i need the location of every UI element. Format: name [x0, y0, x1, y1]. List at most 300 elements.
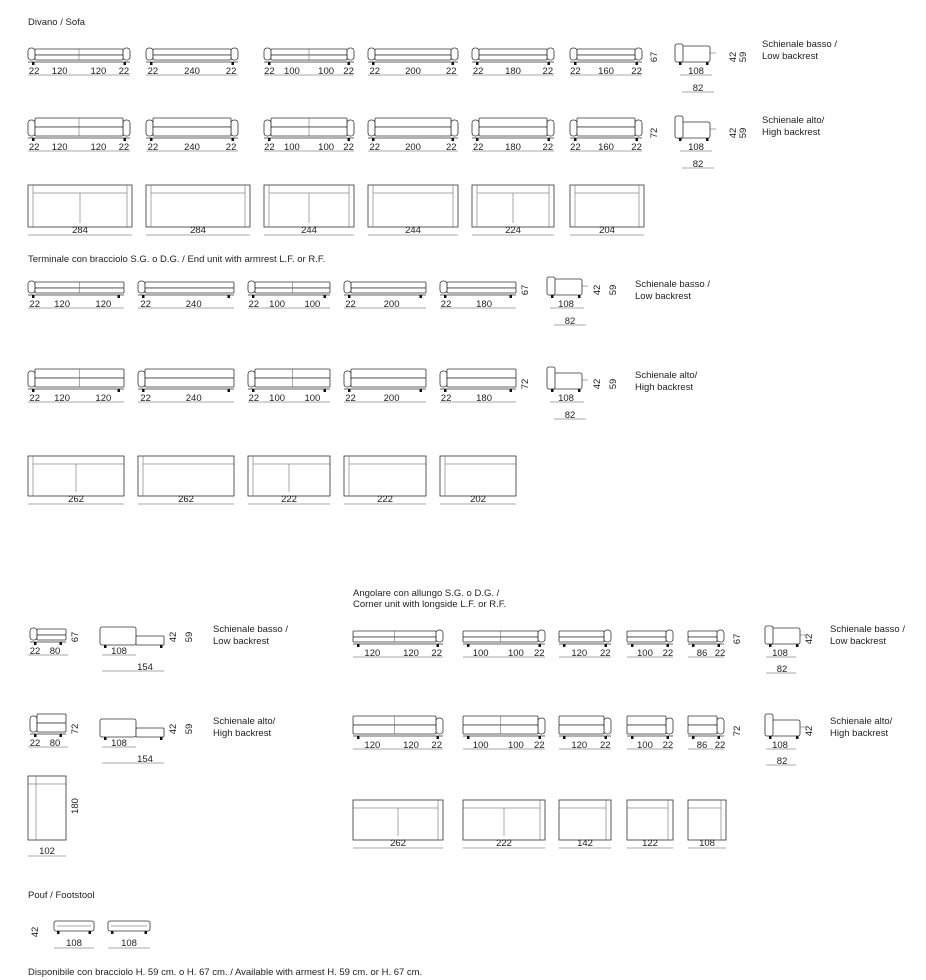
dimension-label: 22: [445, 142, 457, 153]
dimension-label: 22: [445, 66, 457, 77]
end-unit-plan: [440, 456, 516, 496]
plan-width-label: 244: [301, 225, 317, 236]
dimension-label: 120: [403, 740, 419, 751]
dimension-label: 22: [343, 142, 354, 153]
leg: [420, 295, 423, 298]
armrest-right: [666, 718, 673, 734]
dimension-label: 100: [269, 299, 286, 310]
leg: [32, 62, 35, 65]
leg: [142, 295, 145, 298]
seat-height-label: 42: [168, 631, 179, 643]
plan-width-label: 122: [642, 838, 658, 849]
dimension-label: 100: [283, 142, 300, 153]
caption-low-backrest-en: Low backrest: [762, 51, 818, 62]
side-depth-label: 108: [111, 738, 127, 749]
leg: [769, 644, 772, 647]
dimension-label: 22: [28, 66, 40, 77]
armrest-left: [28, 281, 35, 293]
pouf-width-label: 108: [121, 938, 137, 949]
leg: [452, 62, 455, 65]
dimension-label: 22: [533, 740, 545, 751]
end-unit-plan: [138, 456, 234, 496]
dimension-label: 180: [476, 393, 493, 404]
side-total-label: 82: [564, 410, 576, 421]
leg: [574, 62, 577, 65]
leg: [268, 138, 271, 141]
side-depth-label: 108: [558, 299, 574, 310]
armrest-right: [547, 120, 554, 136]
dimension-label: 22: [631, 66, 642, 77]
leg: [372, 138, 375, 141]
plan-width-label: 262: [390, 838, 406, 849]
seat-cushion: [375, 55, 451, 60]
leg: [467, 644, 470, 647]
dimension-label: 22: [28, 142, 40, 153]
side-depth-label: 108: [688, 142, 704, 153]
leg: [372, 62, 375, 65]
armrest-left: [368, 120, 375, 136]
dimension-label: 120: [571, 648, 588, 659]
dimension-label: 100: [304, 393, 321, 404]
plan-width-label: 202: [470, 494, 486, 505]
armrest-right: [347, 120, 354, 136]
leg: [467, 736, 470, 739]
armrest-left: [570, 120, 577, 136]
height-label: 42: [30, 926, 41, 938]
leg: [476, 62, 479, 65]
leg: [228, 389, 231, 392]
armrest-right: [635, 120, 642, 136]
side-depth-label: 108: [111, 646, 127, 657]
armrest-right: [436, 718, 443, 734]
leg: [476, 138, 479, 141]
sofa-plan: [146, 185, 250, 227]
dimension-label: 22: [29, 738, 41, 749]
height-label: 72: [649, 127, 660, 139]
dimension-label: 100: [472, 648, 489, 659]
plan-width-label: 204: [599, 225, 615, 236]
sofa-plan: [368, 185, 458, 227]
armrest-left: [30, 716, 37, 732]
seat-height-label: 42: [804, 633, 815, 645]
dimension-label: 100: [507, 648, 524, 659]
dimension-label: 80: [49, 738, 61, 749]
dimension-label: 100: [637, 740, 653, 751]
leg: [150, 62, 153, 65]
dimension-label: 22: [714, 740, 726, 751]
arm-height-label: 59: [738, 51, 749, 63]
leg: [563, 644, 566, 647]
leg: [160, 645, 163, 648]
backrest: [153, 118, 231, 127]
dimension-label: 100: [637, 648, 653, 659]
side-depth-label: 108: [688, 66, 704, 77]
dimension-label: 22: [248, 393, 260, 404]
dimension-label: 200: [383, 393, 400, 404]
side-total-label: 82: [692, 83, 704, 94]
plan-width-label: 262: [178, 494, 194, 505]
plan-width-label: 262: [68, 494, 84, 505]
seat-height-label: 42: [728, 51, 739, 63]
leg: [510, 295, 513, 298]
seat-cushion: [559, 725, 604, 734]
armrest-left: [248, 371, 255, 387]
dimension-label: 22: [662, 648, 674, 659]
backrest: [688, 631, 717, 637]
leg: [32, 138, 35, 141]
dimension-label: 22: [570, 66, 581, 77]
leg: [667, 644, 670, 647]
dimension-label: 22: [599, 648, 611, 659]
dimension-label: 120: [403, 648, 419, 659]
leg: [679, 62, 682, 65]
seat-cushion: [627, 725, 666, 734]
height-label: 67: [649, 51, 660, 63]
leg: [667, 736, 670, 739]
armrest-right: [451, 120, 458, 136]
leg: [551, 389, 554, 392]
leg: [578, 295, 581, 298]
seat-height-label: 42: [168, 723, 179, 735]
plan-width-label: 222: [281, 494, 297, 505]
leg: [104, 737, 107, 740]
dimension-label: 240: [185, 299, 202, 310]
height-label: 67: [732, 633, 743, 645]
armrest-left: [138, 281, 145, 293]
dimension-label: 180: [476, 299, 493, 310]
leg: [142, 389, 145, 392]
leg: [437, 644, 440, 647]
armrest-left: [264, 48, 271, 60]
armrest-left: [368, 48, 375, 60]
leg: [348, 138, 351, 141]
dimension-label: 22: [264, 66, 275, 77]
dimension-label: 22: [431, 648, 442, 659]
plan-length-label: 180: [70, 798, 81, 814]
seat-cushion: [479, 55, 547, 60]
backrest: [37, 714, 66, 723]
dimension-label: 22: [472, 66, 484, 77]
armrest-left: [138, 371, 145, 387]
leg: [718, 644, 721, 647]
armrest-left: [570, 48, 577, 60]
leg: [111, 931, 114, 934]
dimension-label: 22: [472, 142, 484, 153]
chaise-back-block: [100, 627, 136, 645]
section-title-sofa: Divano / Sofa: [28, 17, 86, 28]
armrest-left: [146, 48, 153, 60]
chaise-longside: [136, 728, 164, 737]
backrest: [351, 369, 426, 378]
armrest-left: [28, 371, 35, 387]
side-total-label: 82: [692, 159, 704, 170]
seat-cushion: [351, 288, 426, 293]
dimension-label: 80: [49, 646, 61, 657]
dimension-label: 86: [696, 740, 708, 751]
leg: [510, 389, 513, 392]
dimension-label: 22: [570, 142, 581, 153]
section-title-corner-line1: Angolare con allungo S.G. o D.G. /: [353, 588, 500, 599]
caption-low-backrest-it: Schienale basso /: [762, 39, 837, 50]
plan-width-label: 222: [377, 494, 393, 505]
seat-cushion: [688, 637, 717, 642]
armrest-right: [123, 120, 130, 136]
arm-height-label: 59: [608, 284, 619, 296]
dimension-label: 240: [185, 393, 202, 404]
corner-plan: [627, 800, 673, 840]
armrest-left: [472, 120, 479, 136]
plan-width-label: 284: [190, 225, 206, 236]
backrest: [37, 629, 66, 635]
leg: [563, 736, 566, 739]
dimension-label: 22: [225, 66, 237, 77]
caption-low-backrest-en: Low backrest: [213, 636, 269, 647]
leg: [420, 389, 423, 392]
leg: [636, 138, 639, 141]
leg: [444, 389, 447, 392]
seat-cushion: [447, 378, 516, 387]
dimension-label: 100: [269, 393, 286, 404]
armrest-right: [717, 630, 724, 642]
leg: [605, 644, 608, 647]
leg: [348, 389, 351, 392]
dimension-label: 200: [405, 66, 421, 77]
backrest: [375, 118, 451, 127]
backrest: [447, 369, 516, 378]
dimension-label: 120: [54, 393, 71, 404]
plan-width-label: 284: [72, 225, 88, 236]
seat-cushion: [37, 635, 66, 640]
leg: [228, 295, 231, 298]
caption-low-backrest-it: Schienale basso /: [213, 624, 288, 635]
side-total-label: 82: [564, 316, 576, 327]
dimension-label: 180: [505, 142, 521, 153]
seat-cushion: [447, 288, 516, 293]
leg: [706, 138, 709, 141]
caption-high-backrest-it: Schienale alto/: [635, 370, 698, 381]
dimension-label: 22: [631, 142, 642, 153]
dimension-label: 120: [51, 142, 68, 153]
armrest-left: [472, 48, 479, 60]
dimension-label: 22: [431, 740, 442, 751]
leg: [548, 62, 551, 65]
leg: [104, 645, 107, 648]
armrest-right: [635, 48, 642, 60]
seat-cushion: [375, 127, 451, 136]
dimension-label: 22: [147, 66, 159, 77]
armrest-left: [28, 120, 35, 136]
section-title-pouf: Pouf / Footstool: [28, 890, 95, 901]
leg: [118, 389, 121, 392]
leg: [150, 138, 153, 141]
backrest: [577, 118, 635, 127]
leg: [692, 736, 695, 739]
armrest-right: [123, 48, 130, 60]
dimension-label: 120: [90, 66, 107, 77]
backrest: [375, 49, 451, 55]
dimension-label: 22: [248, 299, 260, 310]
seat-cushion: [479, 127, 547, 136]
caption-high-backrest-en: High backrest: [830, 728, 889, 739]
dimension-label: 160: [598, 66, 614, 77]
side-total-label: 154: [137, 754, 153, 765]
dimension-label: 100: [318, 142, 335, 153]
armrest-left: [264, 120, 271, 136]
caption-low-backrest-en: Low backrest: [830, 636, 886, 647]
armrest-right: [347, 48, 354, 60]
dimension-label: 86: [696, 648, 708, 659]
caption-high-backrest-en: High backrest: [213, 728, 272, 739]
leg: [232, 138, 235, 141]
dimension-label: 22: [369, 66, 381, 77]
dimension-label: 22: [542, 142, 554, 153]
backrest: [145, 369, 234, 378]
leg: [539, 736, 542, 739]
leg: [348, 295, 351, 298]
side-depth-label: 108: [772, 740, 788, 751]
leg: [348, 62, 351, 65]
dimension-label: 120: [571, 740, 588, 751]
seat-height-label: 42: [592, 284, 603, 296]
dimension-label: 100: [472, 740, 489, 751]
leg: [324, 389, 327, 392]
leg: [232, 62, 235, 65]
backrest: [688, 716, 717, 725]
dimension-label: 160: [598, 142, 614, 153]
plan-width-label: 224: [505, 225, 521, 236]
backrest: [479, 118, 547, 127]
backrest: [627, 716, 666, 725]
seat-height-label: 42: [804, 725, 815, 737]
leg: [145, 931, 148, 934]
section-title-end-unit: Terminale con bracciolo S.G. o D.G. / End unit with armrest L.F. or R.F.: [28, 254, 326, 265]
armrest-right: [604, 718, 611, 734]
armrest-left: [440, 281, 447, 293]
dimension-label: 22: [225, 142, 237, 153]
leg: [357, 644, 360, 647]
backrest: [351, 282, 426, 288]
dimension-label: 22: [29, 299, 41, 310]
leg: [769, 736, 772, 739]
leg: [631, 644, 634, 647]
backrest: [559, 716, 604, 725]
leg: [679, 138, 682, 141]
corner-plan: [559, 800, 611, 840]
leg: [60, 734, 63, 737]
caption-high-backrest-it: Schienale alto/: [213, 716, 276, 727]
leg: [437, 736, 440, 739]
dimension-label: 22: [662, 740, 674, 751]
leg: [268, 62, 271, 65]
backrest: [153, 49, 231, 55]
seat-cushion: [153, 55, 231, 60]
plan-width-label: 222: [496, 838, 512, 849]
leg: [539, 644, 542, 647]
seat-cushion: [577, 55, 635, 60]
armrest-left: [248, 281, 255, 293]
dimension-label: 22: [343, 66, 354, 77]
dimension-label: 22: [599, 740, 611, 751]
dimension-label: 180: [505, 66, 521, 77]
dimension-label: 120: [90, 142, 107, 153]
side-depth-label: 108: [558, 393, 574, 404]
seat-cushion: [559, 637, 604, 642]
seat-cushion: [145, 378, 234, 387]
dimension-label: 22: [147, 142, 159, 153]
leg: [574, 138, 577, 141]
side-backrest: [675, 116, 683, 138]
caption-low-backrest-en: Low backrest: [635, 291, 691, 302]
caption-low-backrest-it: Schienale basso /: [830, 624, 905, 635]
leg: [34, 642, 37, 645]
dimension-label: 22: [118, 142, 130, 153]
arm-height-label: 59: [738, 127, 749, 139]
dimension-label: 200: [383, 299, 400, 310]
leg: [124, 138, 127, 141]
armrest-right: [231, 120, 238, 136]
side-total-label: 154: [137, 662, 153, 673]
seat-cushion: [688, 725, 717, 734]
chaise-back-block: [100, 719, 136, 737]
caption-high-backrest-it: Schienale alto/: [762, 115, 825, 126]
chaise-longside: [136, 636, 164, 645]
arm-height-label: 59: [184, 723, 195, 735]
leg: [324, 295, 327, 298]
armrest-right: [547, 48, 554, 60]
section-title-corner-line2: Corner unit with longside L.F. or R.F.: [353, 599, 507, 610]
plan-width-label: 108: [699, 838, 715, 849]
seat-height-label: 42: [728, 127, 739, 139]
height-label: 72: [70, 723, 81, 735]
dimension-label: 100: [507, 740, 524, 751]
seat-height-label: 42: [592, 378, 603, 390]
leg: [692, 644, 695, 647]
leg: [60, 642, 63, 645]
armrest-right: [231, 48, 238, 60]
armrest-right: [604, 630, 611, 642]
side-backrest: [675, 44, 683, 62]
sofa-plan: [570, 185, 644, 227]
furniture-drawings: [28, 44, 815, 949]
armrest-right: [436, 630, 443, 642]
leg: [252, 295, 255, 298]
height-label: 72: [732, 725, 743, 737]
chaise-plan: [28, 776, 66, 840]
arm-height-label: 59: [608, 378, 619, 390]
dimension-label: 100: [304, 299, 321, 310]
dimension-label: 120: [95, 393, 112, 404]
armrest-left: [30, 628, 37, 640]
dimension-label: 22: [264, 142, 275, 153]
side-depth-label: 108: [772, 648, 788, 659]
dimension-label: 22: [369, 142, 381, 153]
pouf-width-label: 108: [66, 938, 82, 949]
dimension-label: 100: [318, 66, 335, 77]
dimension-label: 22: [140, 393, 151, 404]
dimension-label: 22: [714, 648, 726, 659]
dimension-label: 22: [542, 66, 554, 77]
backrest: [577, 49, 635, 55]
armrest-left: [344, 281, 351, 293]
armrest-right: [538, 718, 545, 734]
armrest-right: [717, 718, 724, 734]
seat-cushion: [351, 378, 426, 387]
backrest: [559, 631, 604, 637]
leg: [357, 736, 360, 739]
plan-width-label: 102: [39, 846, 55, 857]
dimension-label: 22: [140, 299, 151, 310]
seat-cushion: [627, 637, 666, 642]
